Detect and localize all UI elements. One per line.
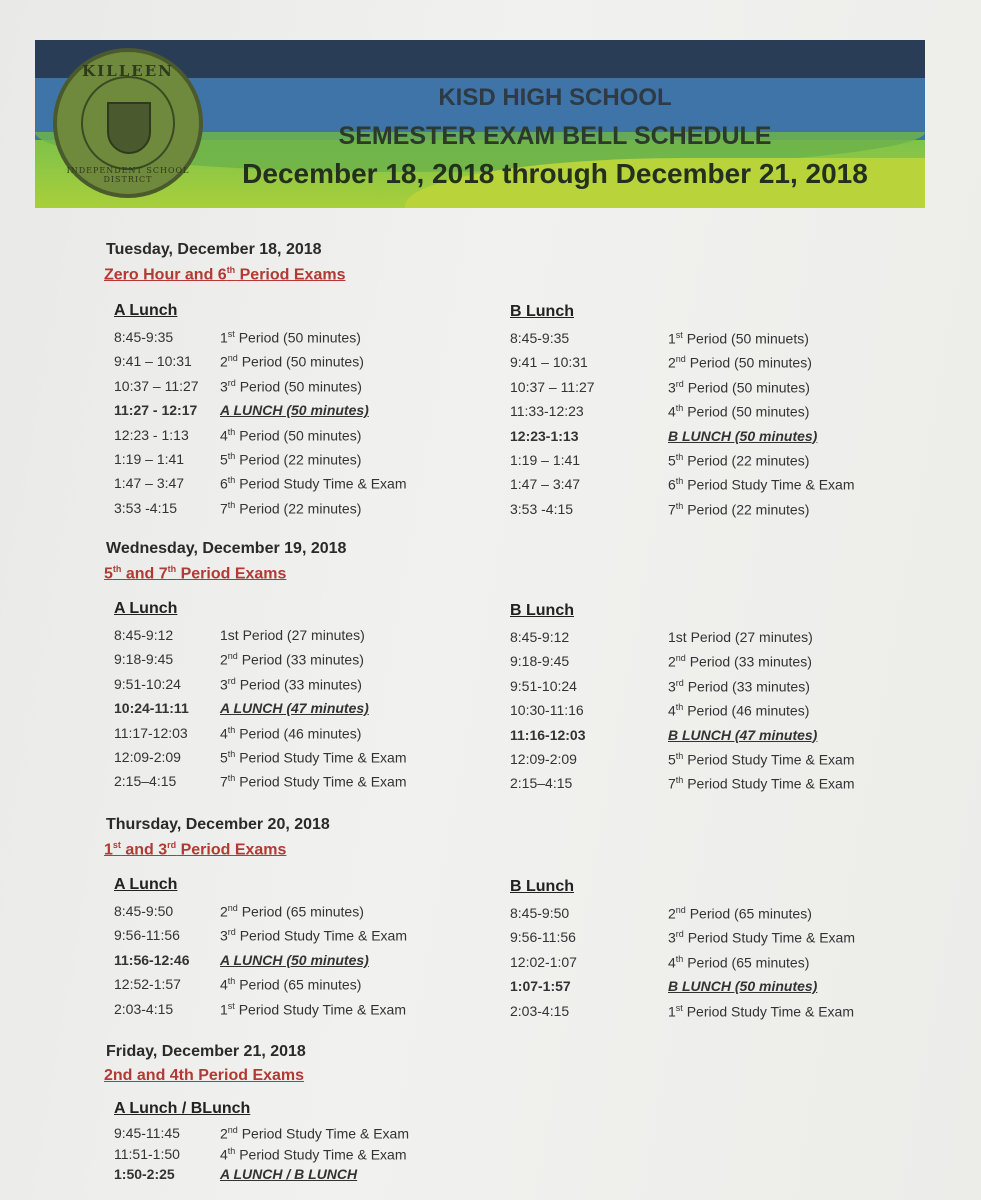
- period-label: 1st Period (50 minuets): [668, 330, 809, 347]
- period-label: 1st Period (27 minutes): [668, 629, 813, 645]
- time-range: 10:30-11:16: [510, 702, 584, 719]
- period-label: 4th Period (50 minutes): [220, 426, 362, 444]
- time-range: 12:09-2:09: [114, 749, 181, 765]
- period-label: 2nd Period (65 minutes): [220, 903, 364, 920]
- time-range: 8:45-9:50: [510, 905, 570, 921]
- time-range: 11:33-12:23: [510, 403, 584, 420]
- time-range: 12:52-1:57: [114, 976, 181, 993]
- time-range: 3:53 -4:15: [510, 500, 574, 517]
- period-label: 3rd Period (50 minutes): [668, 378, 810, 396]
- day-title: Thursday, December 20, 2018: [106, 816, 330, 833]
- seal-bottom-text: INDEPENDENT SCHOOL DISTRICT: [66, 166, 190, 184]
- period-label: 2nd Period Study Time & Exam: [220, 1125, 409, 1142]
- time-range: 12:23 - 1:13: [114, 426, 189, 443]
- time-range: 12:02-1:07: [510, 953, 577, 970]
- day-title: Friday, December 21, 2018: [106, 1043, 306, 1060]
- time-range: 9:18-9:45: [114, 651, 174, 668]
- period-label: 3rd Period (50 minutes): [220, 377, 362, 395]
- time-range: 2:15–4:15: [510, 775, 573, 792]
- time-range: 1:47 – 3:47: [510, 476, 581, 493]
- lunch-label: A LUNCH (50 minutes): [220, 951, 369, 968]
- district-seal-icon: [53, 48, 203, 198]
- time-range: 12:09-2:09: [510, 751, 577, 767]
- time-range: 10:37 – 11:27: [114, 377, 199, 394]
- period-label: 5th Period (22 minutes): [668, 452, 810, 469]
- shield-icon: [107, 102, 151, 154]
- time-range: 1:50-2:25: [114, 1166, 175, 1182]
- time-range: 1:19 – 1:41: [114, 451, 185, 467]
- a-lunch-heading: A Lunch: [114, 600, 178, 617]
- time-range: 1:47 – 3:47: [114, 475, 185, 492]
- time-range: 9:51-10:24: [510, 677, 577, 694]
- header-banner: [35, 40, 925, 208]
- time-range: 2:03-4:15: [510, 1002, 570, 1019]
- period-label: 3rd Period Study Time & Exam: [668, 929, 855, 947]
- time-range: 9:18-9:45: [510, 653, 570, 670]
- day-subtitle: 2nd and 4th Period Exams: [104, 1067, 305, 1084]
- time-range: 11:56-12:46: [114, 951, 190, 968]
- period-label: 2nd Period (33 minutes): [220, 651, 364, 669]
- period-label: 1st Period Study Time & Exam: [668, 1002, 854, 1020]
- period-label: 4th Period (50 minutes): [668, 403, 810, 420]
- time-range: 10:24-11:11: [114, 700, 189, 717]
- time-range: 1:07-1:57: [510, 978, 571, 995]
- time-range: 2:03-4:15: [114, 1000, 174, 1017]
- time-range: 8:45-9:35: [510, 330, 570, 346]
- period-label: 7th Period Study Time & Exam: [668, 775, 855, 793]
- time-range: 3:53 -4:15: [114, 499, 178, 516]
- time-range: 9:45-11:45: [114, 1125, 180, 1141]
- period-label: 2nd Period (50 minutes): [220, 353, 364, 371]
- time-range: 9:51-10:24: [114, 675, 181, 692]
- lunch-label: B LUNCH (47 minutes): [668, 726, 818, 743]
- time-range: 1:19 – 1:41: [510, 452, 581, 468]
- b-lunch-heading: B Lunch: [510, 303, 574, 320]
- time-range: 9:41 – 10:31: [114, 353, 192, 370]
- time-range: 2:15–4:15: [114, 773, 177, 790]
- time-range: 8:45-9:50: [114, 903, 174, 919]
- period-label: 3rd Period (33 minutes): [220, 675, 362, 693]
- period-label: 4th Period (65 minutes): [668, 953, 810, 971]
- lunch-label: A LUNCH (47 minutes): [220, 700, 369, 717]
- period-label: 1st Period (50 minutes): [220, 329, 361, 346]
- lunch-label: B LUNCH (50 minutes): [668, 978, 818, 995]
- period-label: 4th Period Study Time & Exam: [220, 1145, 407, 1163]
- page-title-line2: SEMESTER EXAM BELL SCHEDULE: [338, 122, 772, 150]
- time-range: 8:45-9:35: [114, 329, 174, 345]
- period-label: 2nd Period (33 minutes): [668, 653, 812, 671]
- day-subtitle: 1st and 3rd Period Exams: [104, 840, 287, 859]
- time-range: 9:56-11:56: [510, 929, 576, 946]
- b-lunch-heading: B Lunch: [510, 878, 574, 895]
- time-range: 9:41 – 10:31: [510, 354, 588, 371]
- period-label: 5th Period (22 minutes): [220, 451, 362, 468]
- period-label: 1st Period Study Time & Exam: [220, 1000, 406, 1018]
- period-label: 3rd Period (33 minutes): [668, 677, 810, 695]
- period-label: 7th Period (22 minutes): [220, 499, 362, 517]
- time-range: 11:17-12:03: [114, 724, 188, 741]
- period-label: 4th Period (46 minutes): [220, 724, 362, 742]
- period-label: 4th Period (65 minutes): [220, 976, 362, 993]
- time-range: 9:56-11:56: [114, 927, 180, 944]
- time-range: 8:45-9:12: [510, 629, 570, 645]
- period-label: 4th Period (46 minutes): [668, 702, 810, 719]
- lunch-label: B LUNCH (50 minutes): [668, 427, 818, 444]
- day-title: Tuesday, December 18, 2018: [106, 241, 322, 258]
- b-lunch-heading: B Lunch: [510, 602, 574, 619]
- period-label: 5th Period Study Time & Exam: [220, 749, 407, 766]
- time-range: 8:45-9:12: [114, 627, 174, 643]
- time-range: 11:51-1:50: [114, 1145, 180, 1162]
- period-label: 1st Period (27 minutes): [220, 627, 365, 643]
- period-label: 6th Period Study Time & Exam: [220, 475, 407, 493]
- seal-top-text: KILLEEN: [82, 62, 174, 80]
- period-label: 2nd Period (50 minutes): [668, 354, 812, 372]
- page-title-line3: December 18, 2018 through December 21, 2018: [242, 158, 868, 189]
- a-lunch-heading: A Lunch / BLunch: [114, 1100, 251, 1117]
- a-lunch-heading: A Lunch: [114, 876, 178, 893]
- lunch-label: A LUNCH / B LUNCH: [220, 1166, 358, 1182]
- time-range: 12:23-1:13: [510, 427, 579, 444]
- period-label: 7th Period Study Time & Exam: [220, 773, 407, 791]
- period-label: 3rd Period Study Time & Exam: [220, 927, 407, 945]
- day-title: Wednesday, December 19, 2018: [106, 540, 347, 557]
- day-subtitle: Zero Hour and 6th Period Exams: [104, 265, 346, 284]
- time-range: 10:37 – 11:27: [510, 378, 595, 395]
- a-lunch-heading: A Lunch: [114, 302, 178, 319]
- period-label: 5th Period Study Time & Exam: [668, 751, 855, 768]
- period-label: 2nd Period (65 minutes): [668, 905, 812, 922]
- time-range: 11:27 - 12:17: [114, 402, 198, 419]
- lunch-label: A LUNCH (50 minutes): [220, 402, 369, 419]
- page-title-line1: KISD HIGH SCHOOL: [438, 84, 672, 111]
- time-range: 11:16-12:03: [510, 726, 586, 743]
- day-subtitle: 5th and 7th Period Exams: [104, 564, 287, 583]
- period-label: 6th Period Study Time & Exam: [668, 476, 855, 494]
- period-label: 7th Period (22 minutes): [668, 500, 810, 518]
